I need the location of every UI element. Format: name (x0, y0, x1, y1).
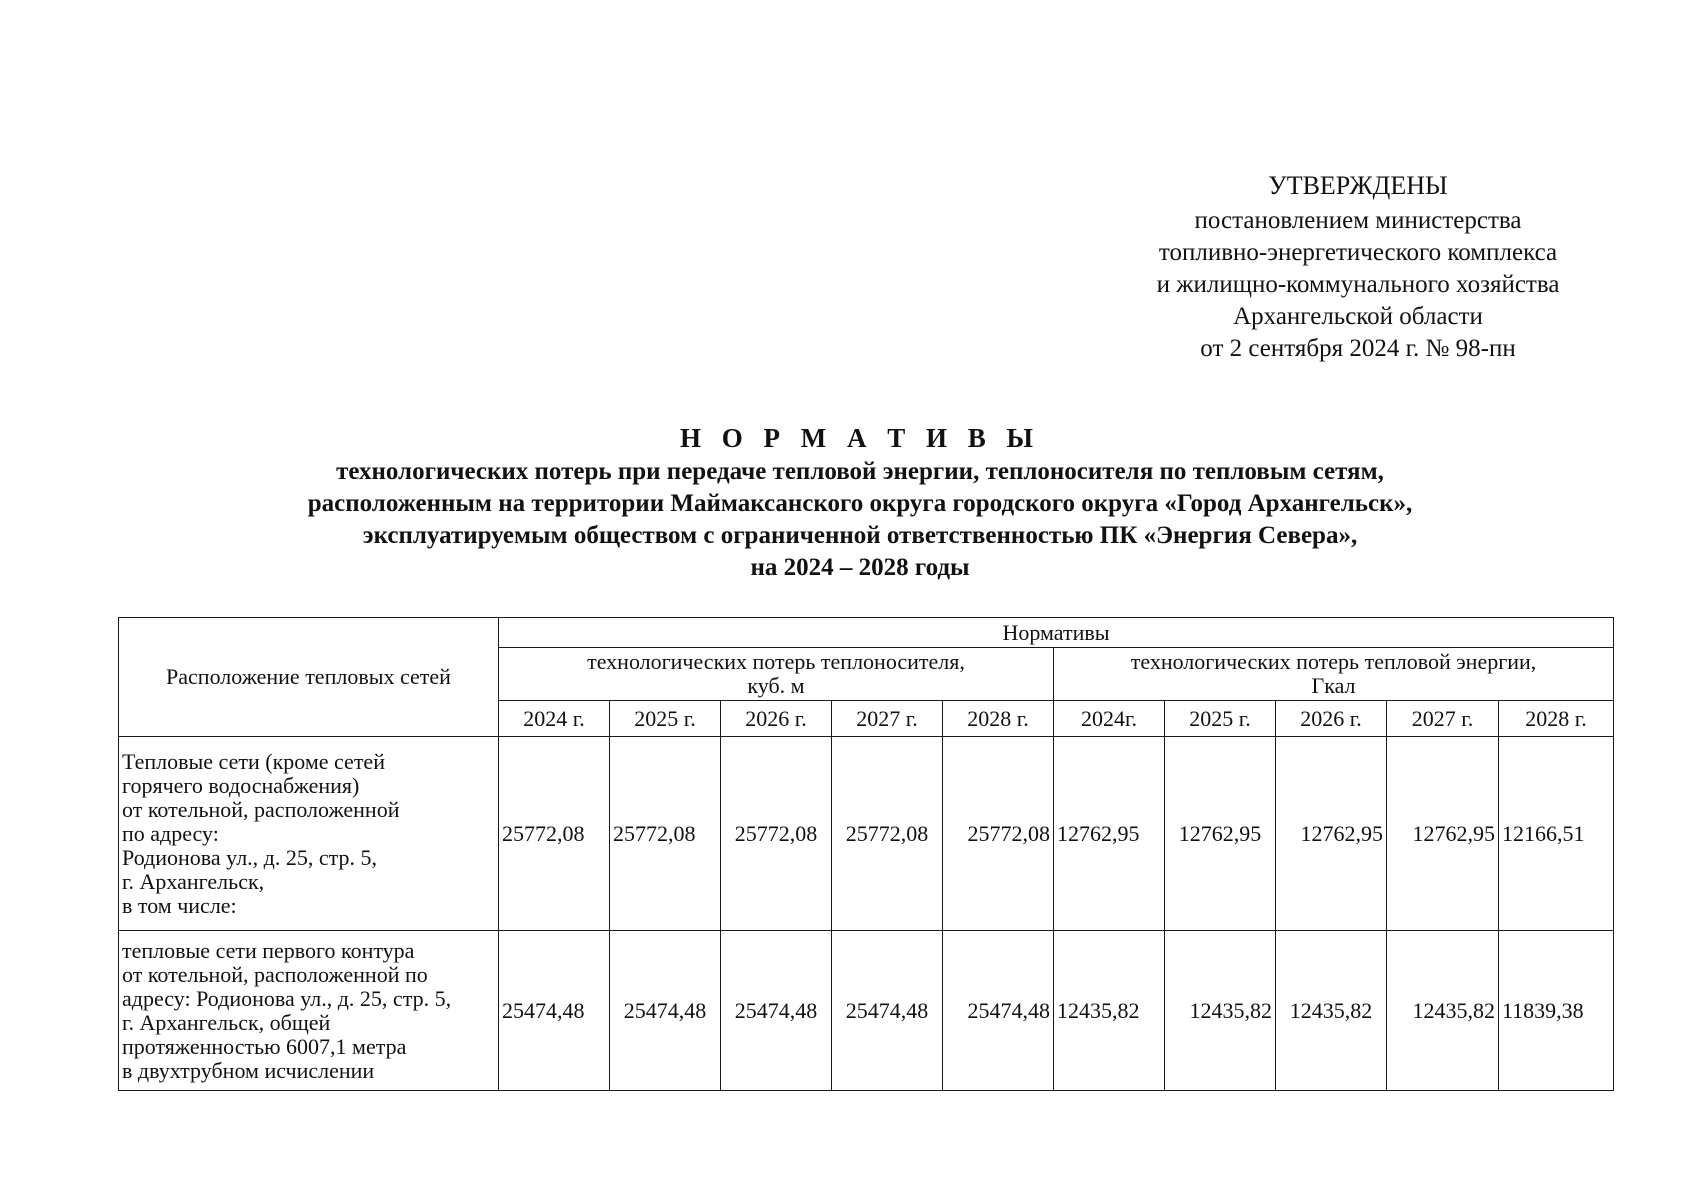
norms-header: Нормативы (499, 618, 1614, 648)
location-line: от котельной, расположенной (122, 796, 400, 822)
value-cell: 12435,82 (1165, 931, 1276, 1091)
value-cell: 25474,48 (943, 931, 1054, 1091)
value-cell: 25474,48 (499, 931, 610, 1091)
location-line: г. Архангельск, (122, 868, 265, 894)
value-cell: 25772,08 (721, 737, 832, 931)
approval-block (1108, 170, 1608, 365)
approval-line: Архангельской области (1233, 303, 1483, 330)
value-cell: 12762,95 (1054, 737, 1165, 931)
location-line: Тепловые сети (кроме сетей (122, 748, 385, 774)
value-cell: 25772,08 (943, 737, 1054, 931)
coolant-losses-unit: куб. м (747, 673, 805, 698)
coolant-losses-header (499, 648, 1054, 701)
document-subtitle-line: технологических потерь при передаче тепловой энергии, теплоносителя по тепловым сетям, (336, 458, 1384, 485)
heat-losses-header-line: технологических потерь тепловой энергии, (1130, 649, 1537, 674)
value-cell: 12435,82 (1054, 931, 1165, 1091)
value-cell: 12762,95 (1276, 737, 1387, 931)
location-cell (119, 931, 499, 1091)
year-header: 2025 г. (1165, 701, 1276, 737)
value-cell: 12435,82 (1387, 931, 1499, 1091)
value-cell: 25772,08 (832, 737, 943, 931)
year-header: 2028 г. (943, 701, 1054, 737)
value-cell: 25772,08 (499, 737, 610, 931)
table-header-row (119, 618, 1614, 648)
value-cell: 12762,95 (1165, 737, 1276, 931)
coolant-losses-header-line: технологических потерь теплоносителя, (587, 649, 965, 674)
document-period-line: на 2024 – 2028 годы (750, 554, 970, 581)
location-line: от котельной, расположенной по (122, 961, 428, 987)
location-line: адресу: Родионова ул., д. 25, стр. 5, (122, 985, 452, 1011)
location-line: г. Архангельск, общей (122, 1009, 331, 1035)
value-cell: 12166,51 (1499, 737, 1614, 931)
table-row (119, 737, 1614, 931)
location-cell (119, 737, 499, 931)
value-cell: 11839,38 (1499, 931, 1614, 1091)
year-header: 2026 г. (721, 701, 832, 737)
location-line: по адресу: (122, 820, 219, 846)
approval-line: топливно-энергетического комплекса (1158, 239, 1558, 266)
year-header: 2024 г. (499, 701, 610, 737)
approval-line: и жилищно-коммунального хозяйства (1156, 271, 1560, 298)
approval-title: УТВЕРЖДЕНЫ (1268, 171, 1448, 200)
value-cell: 12762,95 (1387, 737, 1499, 931)
year-header: 2026 г. (1276, 701, 1387, 737)
year-header: 2027 г. (1387, 701, 1499, 737)
year-header: 2024г. (1054, 701, 1165, 737)
approval-date-line: от 2 сентября 2024 г. № 98-пн (1200, 335, 1516, 362)
document-title: Н О Р М А Т И В Ы (679, 423, 1040, 453)
year-header: 2028 г. (1499, 701, 1614, 737)
location-line: в двухтрубном исчислении (122, 1057, 375, 1083)
value-cell: 25474,48 (832, 931, 943, 1091)
location-line: протяженностью 6007,1 метра (122, 1033, 407, 1059)
year-header: 2027 г. (832, 701, 943, 737)
norms-table (118, 617, 1614, 1091)
approval-line: постановлением министерства (1194, 207, 1522, 234)
location-line: горячего водоснабжения) (122, 772, 360, 798)
table-row (119, 931, 1614, 1091)
document-subtitle-line: эксплуатируемым обществом с ограниченной ответственностью ПК «Энергия Севера», (362, 522, 1358, 549)
value-cell: 12435,82 (1276, 931, 1387, 1091)
value-cell: 25474,48 (610, 931, 721, 1091)
location-column-header: Расположение тепловых сетей (119, 618, 499, 737)
location-line: в том числе: (122, 892, 237, 918)
document-heading (180, 422, 1540, 584)
value-cell: 25474,48 (721, 931, 832, 1091)
heat-losses-unit: Гкал (1311, 673, 1356, 698)
heat-losses-header (1054, 648, 1614, 701)
document-subtitle-line: расположенным на территории Маймаксанского округа городского округа «Город Архангельск», (307, 490, 1413, 517)
location-line: Родионова ул., д. 25, стр. 5, (122, 844, 378, 870)
year-header: 2025 г. (610, 701, 721, 737)
location-line: тепловые сети первого контура (122, 937, 415, 963)
value-cell: 25772,08 (610, 737, 721, 931)
